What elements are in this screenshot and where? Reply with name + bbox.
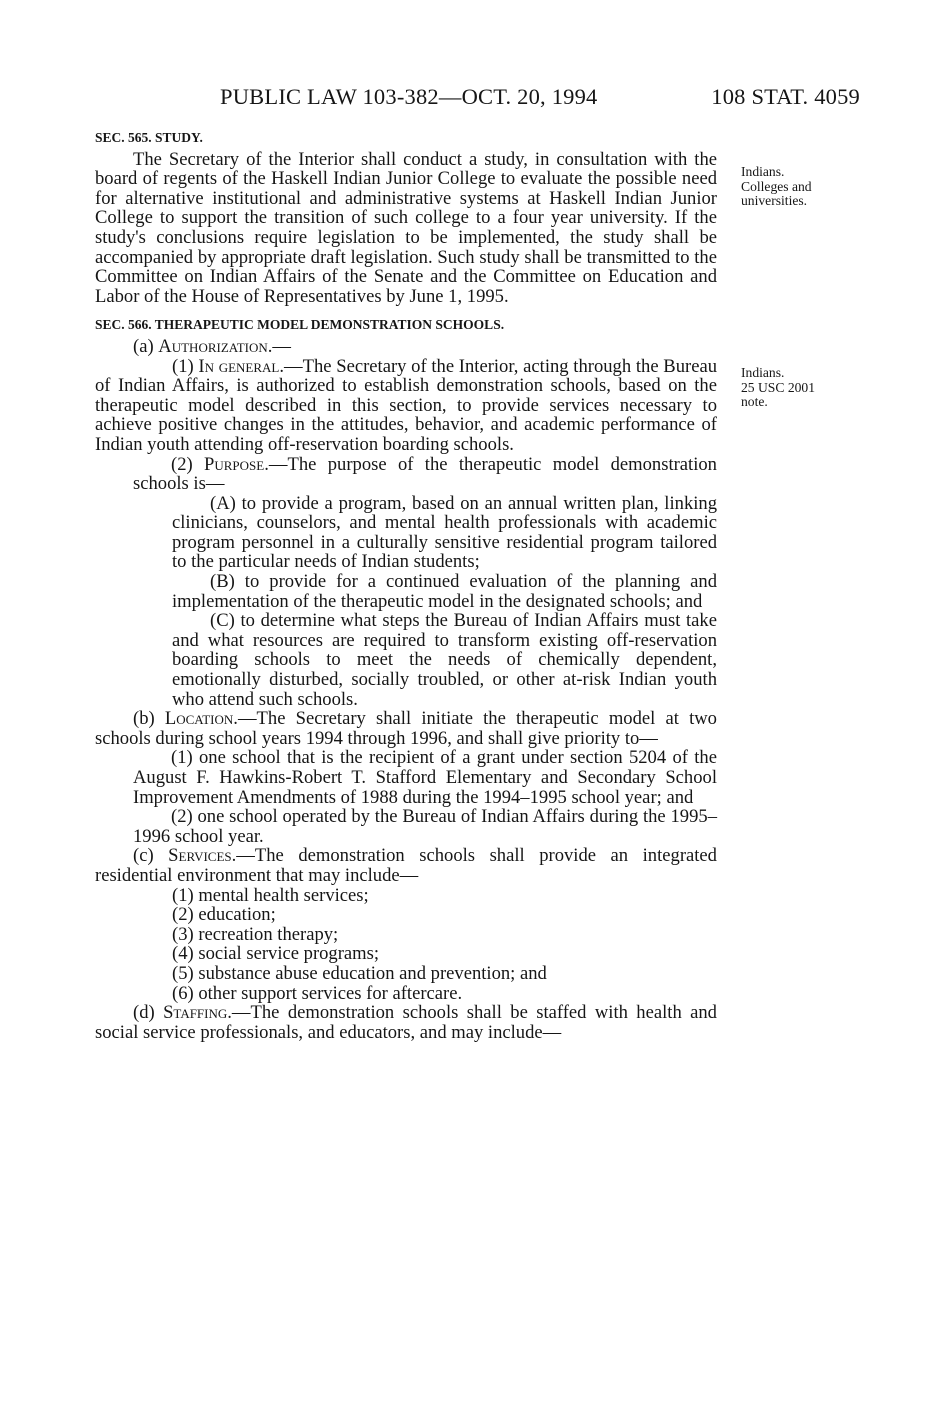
paragraph-a2 bbox=[95, 455, 717, 494]
margin-note-line: 25 USC 2001 bbox=[741, 379, 816, 395]
paragraph-label: (2) bbox=[171, 453, 205, 475]
paragraph-text: .—The Secretary of the Interior, acting through the Bureau of Indian Affairs, is authorized to establish demonstration schools, based on the therapeutic model described in this section, to provide services necessary to achieve positive changes in the attitudes, behavior, and academic performance of Indian youth attending off-reservation boarding schools. bbox=[95, 355, 717, 455]
statute-page-number: 108 STAT. 4059 bbox=[711, 84, 860, 109]
page-header bbox=[95, 84, 860, 118]
subsection-caption: Services bbox=[168, 845, 232, 867]
subsection-label: (c) bbox=[133, 845, 169, 867]
list-item: (3) recreation therapy; bbox=[172, 923, 339, 945]
section-566-heading: SEC. 566. THERAPEUTIC MODEL DEMONSTRATION SCHOOLS. bbox=[95, 317, 505, 333]
margin-note-sec565 bbox=[741, 165, 861, 209]
margin-note-sec566 bbox=[741, 366, 861, 410]
margin-note-line: note. bbox=[741, 394, 768, 410]
subsection-c bbox=[95, 846, 717, 885]
subsection-text: .—The demonstration schools shall provide an integrated residential environment that may include— bbox=[95, 845, 717, 886]
subsection-label: (d) bbox=[133, 1002, 164, 1024]
paragraph-a1 bbox=[95, 357, 717, 455]
paragraph-b1: (1) one school that is the recipient of a grant under section 5204 of the August F. Hawkins-Robert T. Stafford Elementary and Secondary School Improvement Amendments of 1988 during the 1994–1995 school year; and bbox=[133, 747, 717, 808]
margin-note-line: universities. bbox=[741, 193, 808, 209]
subsection-caption: Staffing bbox=[163, 1002, 228, 1024]
subsection-text: .—The Secretary shall initiate the therapeutic model at two schools during school years 1994 through 1996, and shall give priority to— bbox=[95, 708, 717, 749]
clause-a2-B: (B) to provide for a continued evaluation of the planning and implementation of the therapeutic model in the designated schools; and bbox=[172, 571, 717, 612]
section-565-heading: SEC. 565. STUDY. bbox=[95, 130, 203, 145]
subsection-label: (b) bbox=[133, 708, 165, 730]
section-565-text: The Secretary of the Interior shall conduct a study, in consultation with the board of regents of the Haskell Indian Junior College to evaluate the possible need for alternative institutional and administrative systems at Haskell Indian Junior College to support the transition of such college to a four year university. If the study's conclusions require legislation to be implemented, the study shall be accompanied by appropriate draft legislation. Such study shall be transmitted to the Committee on Indian Affairs of the Senate and the Committee on Education and Labor of the House of Representatives by June 1, 1995. bbox=[95, 148, 717, 307]
subsection-d bbox=[95, 1003, 717, 1042]
subsection-text: .—The demonstration schools shall be staffed with health and social service professionals, and educators, and may include— bbox=[95, 1002, 717, 1043]
clause-a2-A: (A) to provide a program, based on an annual written plan, linking clinicians, counselors, and mental health professionals with academic program personnel in a culturally sensitive residential program tailored to the particular needs of Indian students; bbox=[172, 492, 717, 573]
margin-note-line: Indians. bbox=[741, 164, 785, 179]
list-item: (5) substance abuse education and prevention; and bbox=[172, 962, 547, 984]
paragraph-b2: (2) one school operated by the Bureau of Indian Affairs during the 1995–1996 school year. bbox=[133, 806, 717, 847]
paragraph-text: .—The purpose of the therapeutic model demonstration schools is— bbox=[133, 453, 717, 495]
statute-text bbox=[95, 128, 717, 1042]
paragraph-caption: In general bbox=[198, 355, 280, 377]
running-title: PUBLIC LAW 103-382—OCT. 20, 1994 bbox=[220, 84, 598, 109]
paragraph-label: (1) bbox=[172, 355, 199, 377]
subsection-dash: .— bbox=[267, 335, 292, 357]
subsection-caption: Location bbox=[164, 708, 234, 730]
list-item: (2) education; bbox=[172, 904, 276, 926]
subsection-label: (a) bbox=[133, 335, 159, 357]
list-item: (4) social service programs; bbox=[172, 943, 380, 965]
margin-note-line: Colleges and bbox=[741, 178, 812, 194]
subsection-b bbox=[95, 709, 717, 748]
clause-a2-C: (C) to determine what steps the Bureau of Indian Affairs must take and what resources are required to transform existing off-reservation boarding schools to meet the needs of chemically dependent, emotionally disturbed, socially troubled, or other at-risk Indian youth who attend such schools. bbox=[172, 610, 717, 710]
paragraph-caption: Purpose bbox=[204, 453, 265, 475]
margin-note-line: Indians. bbox=[741, 365, 785, 380]
subsection-a-heading bbox=[95, 337, 717, 357]
list-item: (1) mental health services; bbox=[172, 884, 369, 906]
subsection-caption: Authorization bbox=[158, 335, 268, 357]
list-item: (6) other support services for aftercare. bbox=[172, 982, 463, 1004]
